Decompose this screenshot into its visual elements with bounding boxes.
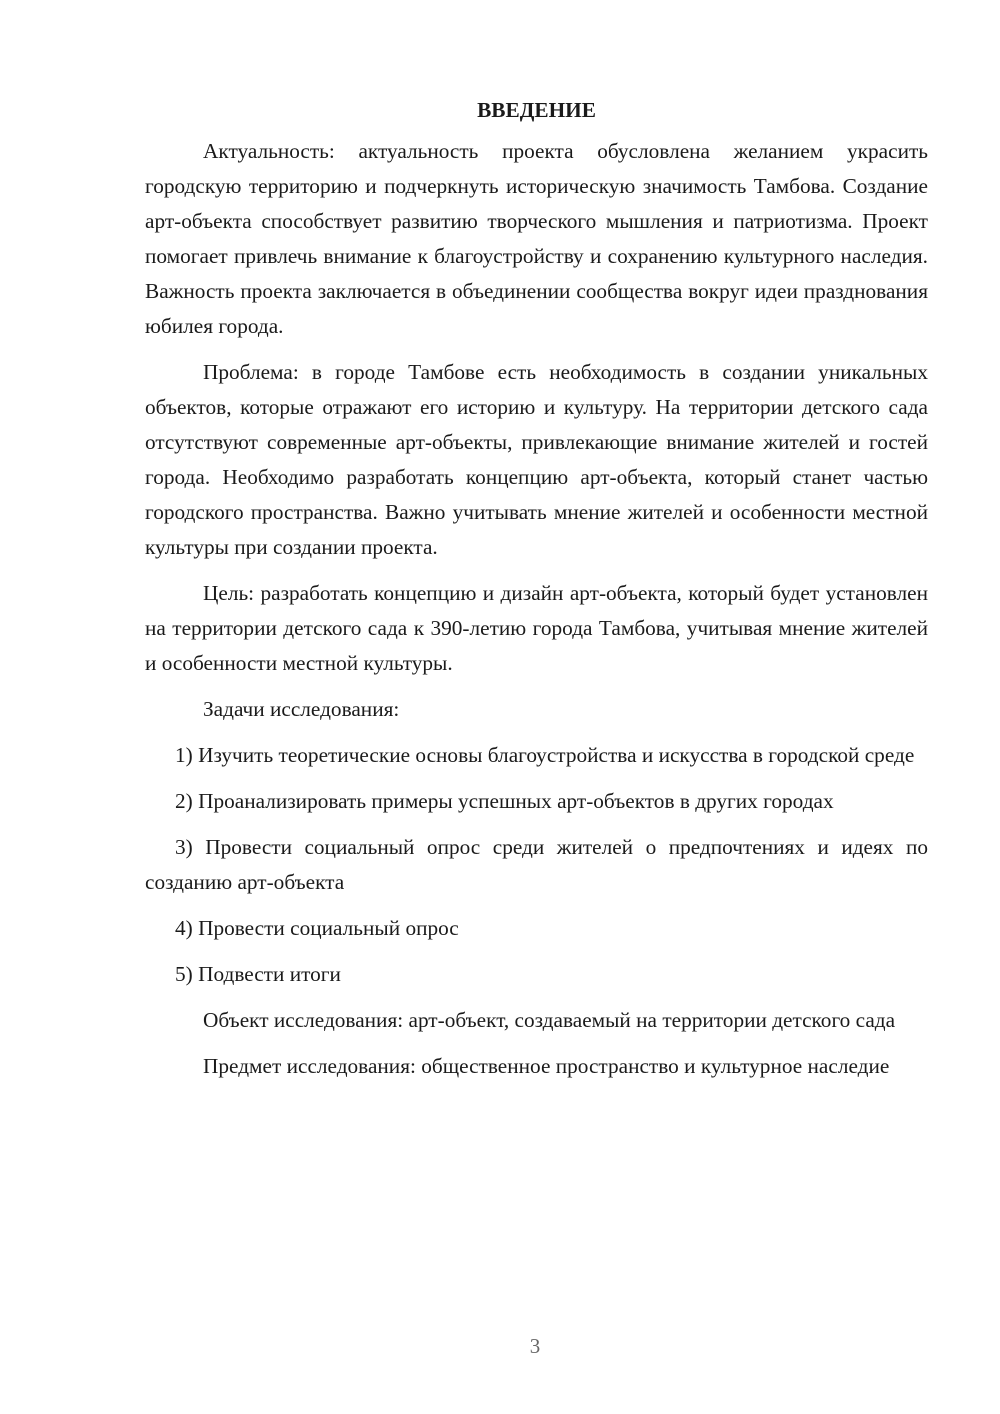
subject-paragraph: Предмет исследования: общественное пространство и культурное наследие bbox=[203, 1054, 890, 1078]
goal-paragraph: Цель: разработать концепцию и дизайн арт-объекта, который будет установлен на территории детского сада к 390-летию города Тамбова, учитывая мнение жителей и особенности местной культуры. bbox=[145, 581, 928, 675]
task-item-2: 2) Проанализировать примеры успешных арт-объектов в других городах bbox=[175, 789, 834, 813]
problem-paragraph: Проблема: в городе Тамбове есть необходимость в создании уникальных объектов, которые отражают его историю и культуру. На территории детского сада отсутствуют современные арт-объекты, привлекающие внимание жителей и гостей города. Необходимо разработать концепцию арт-объекта, который станет частью городского пространства. Важно учитывать мнение жителей и особенности местной культуры при создании проекта. bbox=[145, 360, 928, 559]
object-paragraph: Объект исследования: арт-объект, создаваемый на территории детского сада bbox=[203, 1008, 896, 1032]
task-item-4: 4) Провести социальный опрос bbox=[175, 916, 459, 940]
task-item-1: 1) Изучить теоретические основы благоустройства и искусства в городской среде bbox=[175, 743, 915, 767]
section-title: ВВЕДЕНИЕ bbox=[477, 98, 596, 122]
task-item-3: 3) Провести социальный опрос среди жителей о предпочтениях и идеях по созданию арт-объекта bbox=[145, 835, 928, 894]
page-number: 3 bbox=[529, 1334, 541, 1358]
relevance-paragraph: Актуальность: актуальность проекта обусловлена желанием украсить городскую территорию и подчеркнуть историческую значимость Тамбова. Создание арт-объекта способствует развитию творческого мышления и патриотизма. Проект помогает привлечь внимание к благоустройству и сохранению культурного наследия. Важность проекта заключается в объединении сообщества вокруг идеи празднования юбилея города. bbox=[145, 139, 928, 338]
page-content bbox=[145, 96, 928, 1095]
task-item-5: 5) Подвести итоги bbox=[175, 962, 341, 986]
tasks-heading: Задачи исследования: bbox=[203, 697, 400, 721]
